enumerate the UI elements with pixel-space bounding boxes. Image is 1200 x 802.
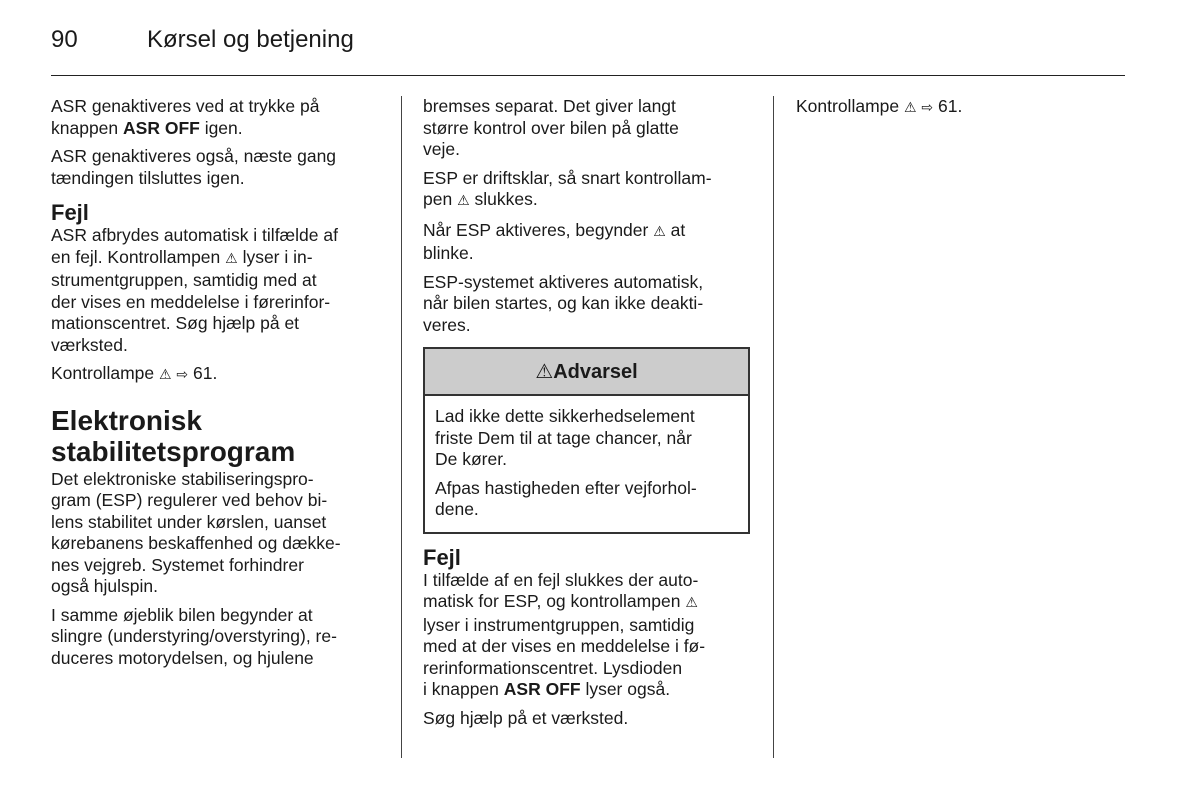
esp-warning-icon: ⚠ [685,595,698,611]
section-heading-fejl: Fejl [423,544,461,570]
esp-warning-icon: ⚠ [225,250,238,267]
page-reference-arrow-icon: ⇨ [921,100,934,116]
column-3 [796,96,1131,127]
esp-warning-icon: ⚠ [457,193,470,209]
paragraph: Afpas hastigheden efter vejforhol- dene. [435,477,697,519]
paragraph: ASR genaktiveres også, næste gang tændingen tilsluttes igen. [51,146,337,188]
asr-off-label: ASR OFF [503,679,581,699]
page-header [51,26,1131,56]
running-title: Kørsel og betjening [147,26,354,53]
paragraph: ASR afbrydes automatisk i tilfælde af en fejl. Kontrollampen ⚠ lyser i in- strumentgruppen, samtidig med at der vises en meddelelse i førerinfor- mationscentret. Søg hjælp på et værksted. [51,225,338,355]
warning-header [425,349,748,396]
column-divider-1 [401,96,402,758]
section-heading-fejl: Fejl [51,200,89,225]
warning-triangle-icon: ⚠ [535,359,554,383]
paragraph: Det elektroniske stabiliseringspro- gram (ESP) regulerer ved behov bi- lens stabilitet under kørslen, uanset kørebanens beskaffenhed og dække- nes vejgreb. Systemet forhindrer også hjulspin. [51,468,341,596]
paragraph: ESP er driftsklar, så snart kontrollam- pen ⚠ slukkes. [423,167,712,209]
warning-box [423,347,750,534]
paragraph: ASR genaktiveres ved at trykke på knappen ASR OFF igen. [51,96,320,138]
esp-warning-icon: ⚠ [903,100,917,116]
column-2 [423,96,758,736]
paragraph: I samme øjeblik bilen begynder at slingre (understyring/overstyring), re- duceres motorydelsen, og hjulene [51,604,337,668]
asr-off-label: ASR OFF [123,117,200,138]
paragraph: Lad ikke dette sikkerhedselement friste Dem til at tage chancer, når De kører. [435,406,695,469]
paragraph: I tilfælde af en fejl slukkes der auto- matisk for ESP, og kontrollampen ⚠ lyser i instrumentgruppen, samtidig med at der vises en meddelelse i fø- rerinformationscentret. Lysdioden i knappen ASR OFF lyser også. [423,569,706,699]
header-rule [51,75,1125,76]
paragraph: ESP-systemet aktiveres automatisk, når bilen startes, og kan ikke deakti- veres. [423,271,704,335]
paragraph: Når ESP aktiveres, begynder ⚠ at blinke. [423,219,686,263]
warning-title: Advarsel [553,361,638,383]
esp-warning-icon: ⚠ [653,223,666,240]
paragraph-reference: Kontrollampe ⚠ ⇨ 61. [51,363,218,383]
section-heading-esp: Elektronisk stabilitetsprogram [51,404,296,467]
column-divider-2 [773,96,774,758]
paragraph-reference: Kontrollampe ⚠ ⇨ 61. [796,96,963,116]
paragraph: Søg hjælp på et værksted. [423,707,629,728]
esp-warning-icon: ⚠ [158,367,172,383]
page-number: 90 [51,26,78,53]
paragraph: bremses separat. Det giver langt større kontrol over bilen på glatte veje. [423,96,679,159]
column-1 [51,96,386,676]
page-reference-arrow-icon: ⇨ [176,367,189,383]
warning-body [425,396,748,532]
